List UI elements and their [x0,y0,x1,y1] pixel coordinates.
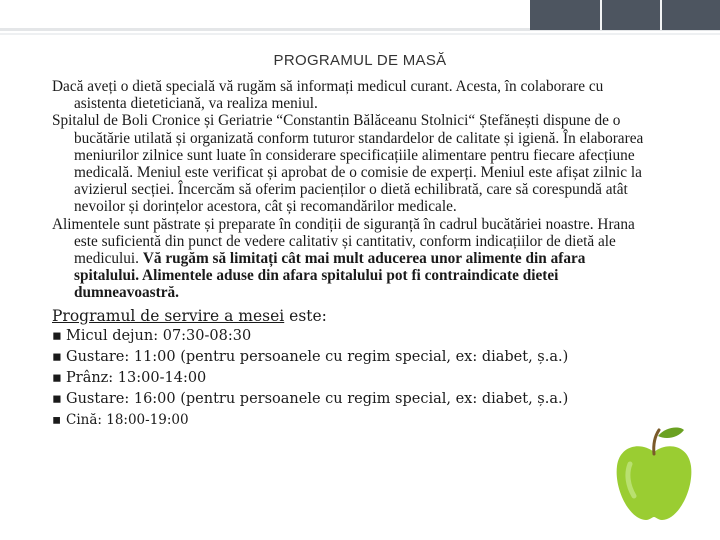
food-storage-text: Alimentele sunt păstrate și preparate în condiții de siguranță în cadrul bucătăriei noastre. Hrana este suficientă din punct de vedere calitativ și cantitativ, conform indicațiilor de dietă ale medicului. [52,215,635,268]
schedule-item [52,389,652,410]
schedule-heading-suffix: este: [284,306,327,325]
green-apple-icon [612,424,696,524]
bullet-icon: ▪ [52,348,62,365]
header-line-secondary [0,33,720,35]
schedule-item [52,368,652,389]
page-title: PROGRAMUL DE MASĂ [273,52,447,69]
meal-schedule [52,306,652,431]
schedule-item [52,347,652,368]
schedule-item-text: Gustare: 11:00 (pentru persoanele cu regim special, ex: diabet, ș.a.) [66,348,569,365]
schedule-item [52,410,652,431]
header-dark-block [530,0,720,30]
schedule-item-text: Prânz: 13:00-14:00 [66,369,207,386]
bullet-icon: ▪ [52,411,62,428]
header-stripe [600,0,602,30]
schedule-item-text: Micul dejun: 07:30-08:30 [66,327,252,344]
food-warning-text: Vă rugăm să limitați cât mai mult aducerea unor alimente din afara spitalului. Alimentele aduse din afara spitalului pot fi contraindicate dietei dumneavoastră. [74,250,586,302]
hospital-paragraph: Spitalul de Boli Cronice și Geriatrie “Constantin Bălăceanu Stolnici“ Ștefănești dispune de o bucătărie utilată și organizată conform tuturor standardelor de calitate și igienă. În elaborarea meniurilor zilnice sunt luate în considerare specificațiile alimentare pentru fiecare afecțiune medicală. Meniul este verificat și aprobat de o comisie de experți. Meniul este afișat zilnic la avizierul secției. Încercăm să oferim pacienților o dietă echilibrată, care să corespundă atât nevoilor și dorințelor acestora, cât și recomandărilor medicale. [52,112,644,216]
bullet-icon: ▪ [52,327,62,344]
schedule-item-text: Cină: 18:00-19:00 [66,411,189,428]
schedule-heading [52,306,652,326]
schedule-item [52,326,652,347]
diet-paragraph: Dacă aveți o dietă specială vă rugăm să informați medicul curant. Acesta, în colaborare cu asistenta dieteticiană, va realiza meniul. [52,78,604,113]
bullet-icon: ▪ [52,390,62,407]
slide-header-bar [0,0,720,36]
food-storage-paragraph [52,216,652,302]
schedule-item-text: Gustare: 16:00 (pentru persoanele cu regim special, ex: diabet, ș.a.) [66,390,569,407]
schedule-heading-underlined: Programul de servire a mesei [52,306,285,325]
bullet-icon: ▪ [52,369,62,386]
header-stripe [660,0,662,30]
slide-content [52,78,652,431]
